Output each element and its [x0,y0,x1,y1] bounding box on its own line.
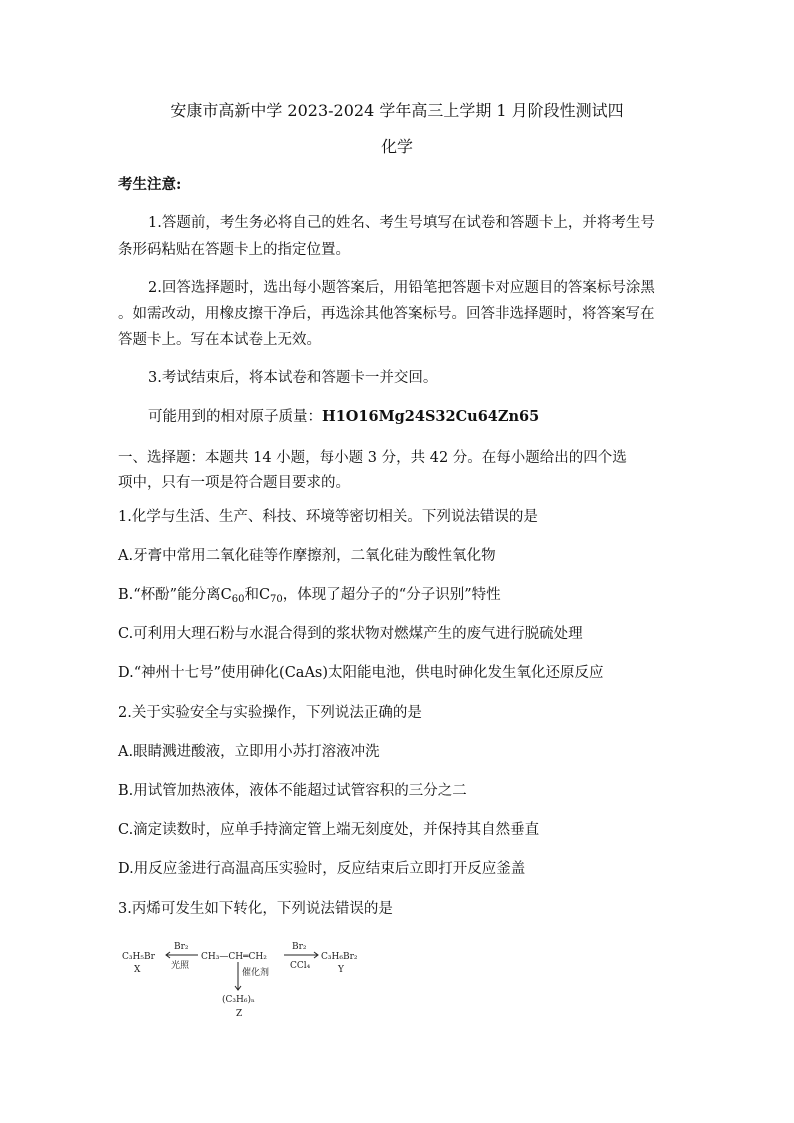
y-label: Y [338,965,344,975]
notes-item1-line1: 1.答题前，考生务必将自己的姓名、考生号填写在试卷和答题卡上，并将考生号 [148,215,655,231]
q1-b-sub70: 70 [270,594,283,605]
x-formula: C₃H₅Br [122,952,155,962]
q1-option-b [118,585,501,610]
x-label: X [134,965,141,975]
z-formula: (C₃H₆)ₙ [222,995,255,1005]
notes-item1-line2: 条形码粘贴在答题卡上的指定位置。 [118,242,350,258]
q1-b-sub60: 60 [231,594,245,605]
notes-item2-line3: 答题卡上。写在本试卷上无效。 [118,332,321,348]
q1-b-c60: C [220,587,232,603]
section1-intro-line1: 一、选择题：本题共 14 小题，每小题 3 分，共 42 分。在每小题给出的四个选 [118,450,627,466]
q3-stem: 3.丙烯可发生如下转化，下列说法错误的是 [118,901,393,917]
q1-b-c70: C [258,587,271,603]
q2-option-c: C.滴定读数时，应单手持滴定管上端无刻度处，并保持其自然垂直 [118,822,540,838]
q2-option-d: D.用反应釜进行高温高压实验时，反应结束后立即打开反应釜盖 [118,861,526,877]
q1-option-a: A.牙膏中常用二氧化硅等作摩擦剂，二氧化硅为酸性氧化物 [118,548,496,564]
catalyst-label: 催化剂 [242,968,270,978]
q1-stem: 1.化学与生活、生产、科技、环境等密切相关。下列说法错误的是 [118,509,538,525]
q1-option-d: D.“神州十七号”使用砷化(CaAs)太阳能电池，供电时砷化发生氧化还原反应 [118,665,604,681]
q1-b-prefix: B.“杯酚”能分离 [118,587,221,603]
reagent-left-bottom: 光照 [171,961,190,971]
propene-reaction-diagram [118,934,378,1024]
q1-b-and: 和 [244,587,259,603]
z-label: Z [236,1009,243,1019]
y-formula: C₃H₆Br₂ [321,952,358,962]
notes-item3: 3.考试结束后，将本试卷和答题卡一并交回。 [148,370,438,386]
exam-subject: 化学 [380,137,413,156]
q1-b-suffix: ，体现了超分子的“分子识别”特性 [282,587,501,603]
reagent-right-bottom: CCl₄ [290,961,311,971]
reagent-left-top: Br₂ [174,942,189,952]
propene-formula: CH₃—CH═CH₂ [201,952,267,962]
atomic-mass-line [148,407,539,427]
notes-item2-line1: 2.回答选择题时，选出每小题答案后，用铅笔把答题卡对应题目的答案标号涂黑 [148,280,655,296]
reagent-right-top: Br₂ [292,942,307,952]
section1-intro-line2: 项中，只有一项是符合题目要求的。 [118,475,350,491]
notes-heading: 考生注意: [118,176,182,193]
atomic-mass-values: H1O16Mg24S32Cu64Zn65 [322,408,540,425]
q1-option-c: C.可利用大理石粉与水混合得到的浆状物对燃煤产生的废气进行脱硫处理 [118,626,583,642]
q2-stem: 2.关于实验安全与实验操作，下列说法正确的是 [118,705,422,721]
notes-item2-line2: 。如需改动，用橡皮擦干净后，再选涂其他答案标号。回答非选择题时，将答案写在 [118,306,655,322]
exam-title: 安康市高新中学 2023-2024 学年高三上学期 1 月阶段性测试四 [170,101,624,120]
atomic-mass-label: 可能用到的相对原子质量： [148,409,322,425]
q2-option-a: A.眼睛溅进酸液，立即用小苏打溶液冲洗 [118,744,380,760]
q2-option-b: B.用试管加热液体，液体不能超过试管容积的三分之二 [118,783,467,799]
